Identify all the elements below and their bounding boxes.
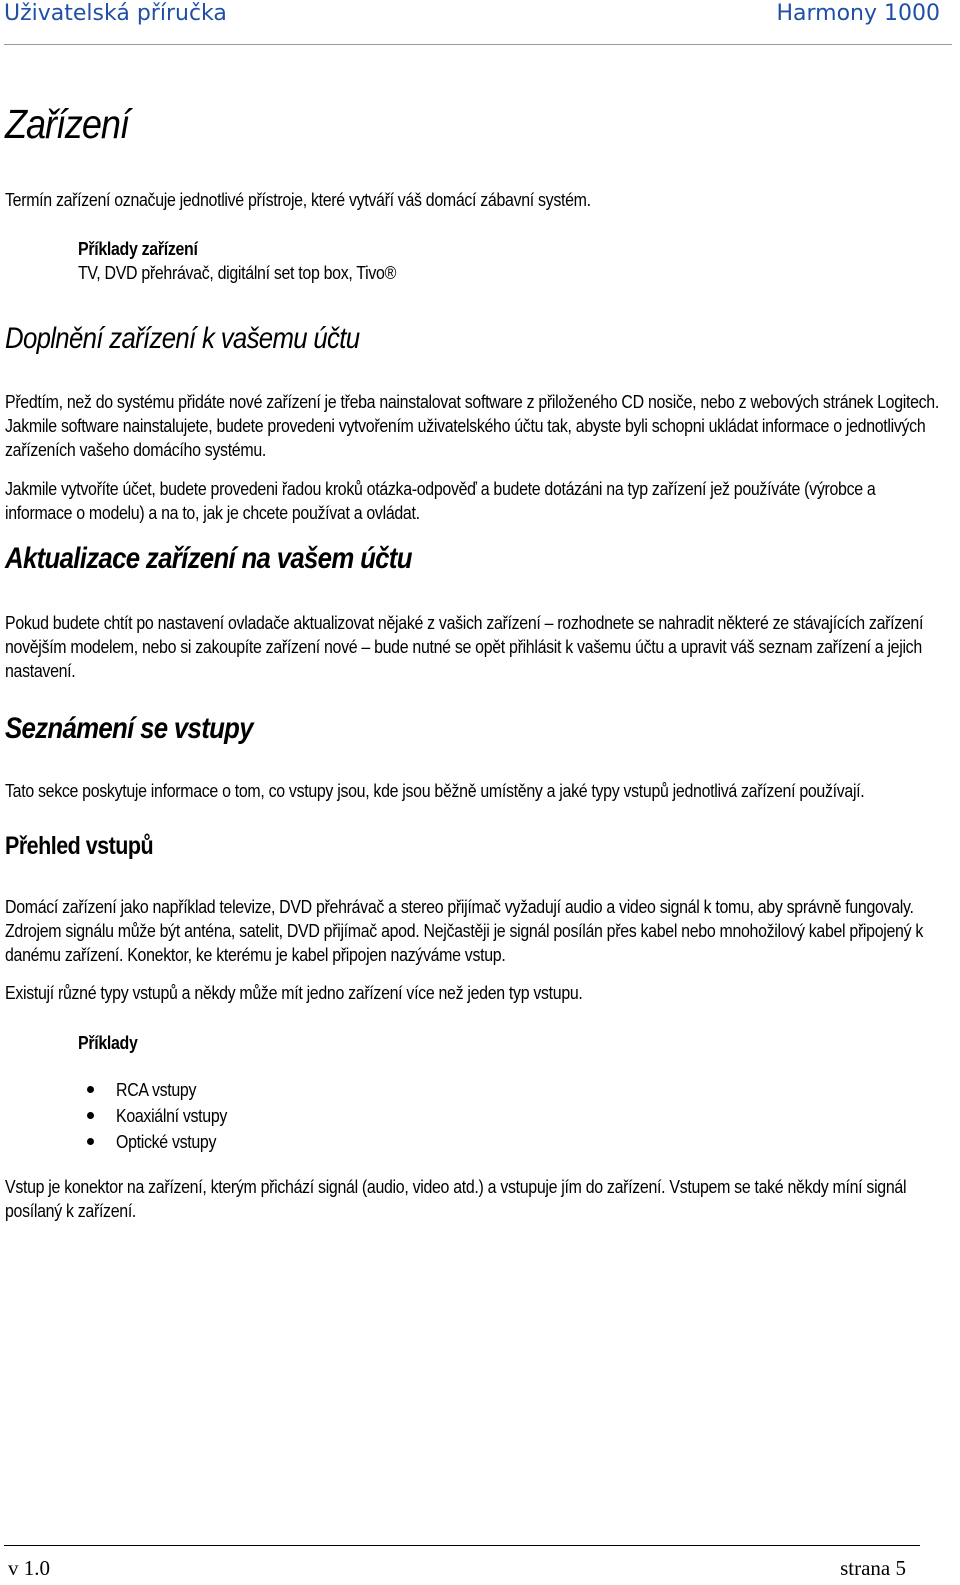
- product-name: Harmony 1000: [776, 1, 940, 26]
- page-content: [5, 98, 945, 1223]
- bullet-icon: [87, 1138, 94, 1145]
- heading-inputs: Seznámení se vstupy: [5, 712, 253, 745]
- add-devices-paragraph-2: Jakmile vytvoříte účet, budete provedeni řadou kroků otázka-odpověď a budete dotázáni na typ zařízení jež používáte (výrobce a informace o modelu) a na to, jak je chcete používat a ovládat.: [5, 479, 876, 523]
- overview-paragraph-3: Vstup je konektor na zařízení, kterým přichází signál (audio, video atd.) a vstupuje jím do zařízení. Vstupem se také někdy míní signál posílaný k zařízení.: [5, 1177, 907, 1221]
- overview-paragraph-2: Existují různé typy vstupů a někdy může mít jedno zařízení více než jeden typ vstupu.: [5, 983, 583, 1003]
- device-examples: [78, 237, 945, 285]
- list-item: [5, 1077, 945, 1103]
- document-version: v 1.0: [8, 1556, 50, 1580]
- device-examples-text: TV, DVD přehrávač, digitální set top box, Tivo®: [78, 263, 397, 283]
- heading-inputs-overview: Přehled vstupů: [5, 832, 154, 860]
- heading-update-devices: Aktualizace zařízení na vašem účtu: [5, 542, 412, 575]
- inputs-examples: [78, 1031, 945, 1055]
- list-item-label: Koaxiální vstupy: [116, 1106, 228, 1126]
- devices-intro: Termín zařízení označuje jednotlivé přístroje, které vytváří váš domácí zábavní systém.: [5, 190, 591, 210]
- add-devices-paragraph-1: Předtím, než do systému přidáte nové zařízení je třeba nainstalovat software z přiloženého CD nosiče, nebo z webových stránek Logitech. Jakmile software nainstalujete, budete provedeni vytvořením uživatelského účtu tak, abyste byli schopni ukládat informace o jednotlivých zařízeních vašeho domácího systému.: [5, 392, 939, 460]
- list-item: [5, 1103, 945, 1129]
- inputs-examples-label: Příklady: [78, 1033, 138, 1053]
- page-header: [4, 0, 952, 45]
- overview-paragraph-1: Domácí zařízení jako například televize, DVD přehrávač a stereo přijímač vyžadují audio a video signál k tomu, aby správně fungovaly. Zdrojem signálu může být anténa, satelit, DVD přijímač apod. Nejčastěji je signál posílán přes kabel nebo mnohožilový kabel připojený k danému zařízení. Konektor, ke kterému je kabel připojen nazýváme vstup.: [5, 897, 924, 965]
- inputs-paragraph: Tato sekce poskytuje informace o tom, co vstupy jsou, kde jsou běžně umístěny a jaké typy vstupů jednotlivá zařízení používají.: [5, 781, 865, 801]
- device-examples-label: Příklady zařízení: [78, 239, 198, 259]
- bullet-icon: [87, 1086, 94, 1093]
- list-item: [5, 1129, 945, 1155]
- heading-add-devices: Doplnění zařízení k vašemu účtu: [5, 322, 360, 355]
- update-devices-paragraph: Pokud budete chtít po nastavení ovladače aktualizovat nějaké z vašich zařízení – rozhodnete se nahradit některé ze stávajících zařízení novějším modelem, nebo si zakoupíte zařízení nové – bude nutné se opět přihlásit k vašemu účtu a upravit váš seznam zařízení a jejich nastavení.: [5, 613, 924, 681]
- list-item-label: Optické vstupy: [116, 1132, 217, 1152]
- bullet-icon: [87, 1112, 94, 1119]
- heading-devices: Zařízení: [5, 101, 129, 147]
- document-title: Uživatelská příručka: [4, 1, 227, 26]
- list-item-label: RCA vstupy: [116, 1080, 197, 1100]
- footer-rule: [4, 1545, 920, 1546]
- page-number: strana 5: [840, 1556, 906, 1580]
- input-types-list: [5, 1077, 945, 1155]
